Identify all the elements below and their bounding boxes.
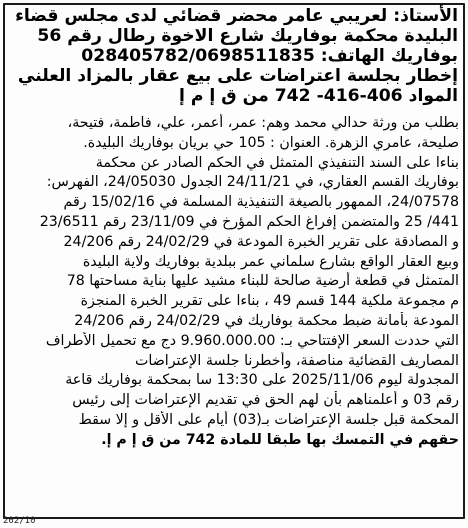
- reference-number: 202/10: [3, 516, 36, 526]
- body-line: 441/ 25 والمتضمن إفراغ الحكم المؤرخ في 23/11/09 رقم 23/6511: [39, 213, 459, 230]
- bailiff-name-line: الأستاذ: لعريبي عامر محضر قضائي لدى مجلس قضاء: [15, 6, 458, 26]
- body-line: 24/07578، الممهور بالصيغة التنفيذية المسلمة في 15/02/16 رقم: [63, 194, 459, 211]
- body-line: بطلب من ورثة حدالي محمد وهم: عمر، أعمر، علي، فاطمة، فتيحة،: [67, 115, 459, 131]
- bailiff-phone-line: بوفاريك الهاتف: 028405782/0698511835: [81, 46, 458, 66]
- body-line: بناءا على السند التنفيذي المتمثل في الحكم الصادر عن محكمة: [95, 154, 459, 171]
- notice-header: [12, 6, 458, 106]
- body-line: وبيع العقار الواقع بشارع سلماني عمر ببلدية بوفاريك ولاية البليدة: [82, 253, 459, 270]
- body-line: صليحة، عامري الزهرة. العنوان : 105 حي بريان بوفاريك البليدة.: [83, 134, 459, 151]
- body-line-final: حقهم في التمسك بها طبقا للمادة 742 من ق إ م إ.: [101, 431, 459, 448]
- body-line: التي حددت السعر الإفتتاحي بـ: 9.960.000.00 دج مع تحميل الأطراف: [45, 332, 459, 349]
- body-line: بوفاريك القسم العقاري، في 24/11/21 الجدول 24/05030، الفهرس:: [46, 174, 459, 191]
- body-line: المجدولة ليوم 2025/11/06 على 13:30 سا بمحكمة بوفاريك قاعة: [65, 372, 459, 389]
- body-line: المودعة بأمانة ضبط محكمة بوفاريك في 24/02/29 رقم 24/206: [74, 312, 459, 329]
- body-line: المتمثل في قطعة أرضية صالحة للبناء مشيد عليها بناية مساحتها 78: [66, 273, 459, 290]
- body-line: م مجموعة ملكية 144 قسم 49 ، بناءا على تقرير الخبرة المنجزة: [80, 293, 459, 310]
- body-line: المصاريف القضائية مناصفة، وأخطرنا جلسة الإعتراضات: [135, 352, 459, 369]
- notice-title: إخطار بجلسة اعتراضات على بيع عقار بالمزاد العلني: [17, 66, 458, 86]
- bailiff-address-line: البليدة محكمة بوفاريك شارع الاخوة رطال رقم 56: [37, 26, 458, 46]
- notice-body: [8, 114, 459, 451]
- legal-articles-line: المواد 406-416- 742 من ق إ م إ: [178, 86, 458, 106]
- body-line: رقم 03 و أعلمناهم بأن لهم الحق في تقديم الإعتراضات إلى رئيس: [72, 392, 459, 409]
- body-line: و المصادقة على تقرير الخبرة المودعة في 24/02/29 رقم 24/206: [63, 233, 459, 250]
- body-line: المحكمة قبل جلسة الإعتراضات بـ(03) أيام على الأقل و إلا سقط: [78, 411, 459, 428]
